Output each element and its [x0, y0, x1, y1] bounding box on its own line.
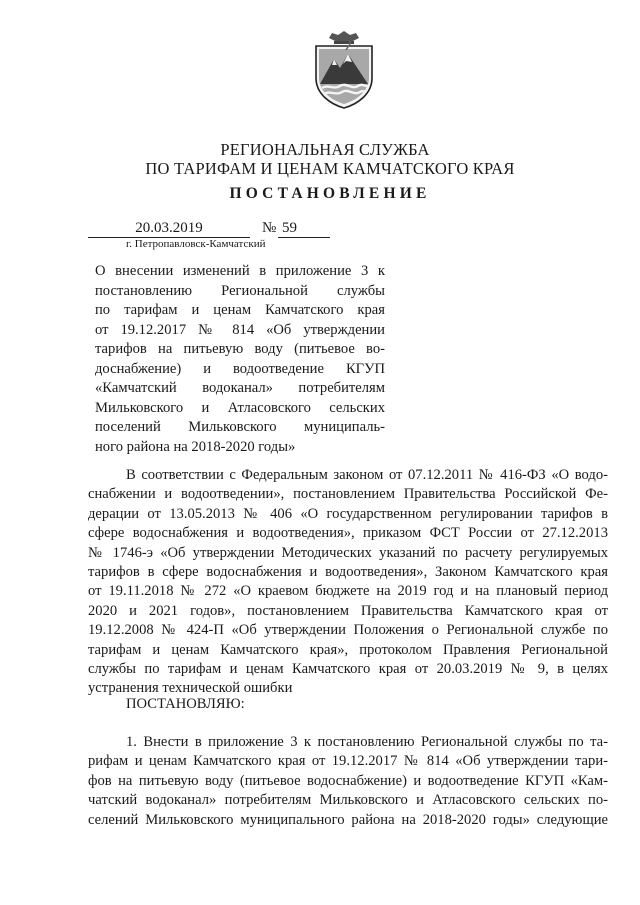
subject-line: Мильковского и Атласовского сельских — [95, 399, 385, 416]
preamble-line: снабжении и водоотведении», постановлением Правительства Российской Фе- — [88, 486, 608, 503]
document-date: 20.03.2019 — [88, 220, 250, 238]
document-number-label: № — [262, 220, 277, 236]
subject-line: по тарифам и ценам Камчатского края — [95, 302, 385, 318]
preamble-line: устранения технической ошибки — [88, 680, 293, 697]
item-1-paragraph — [88, 733, 608, 830]
subject-line: тарифов на питьевую воду (питьевое во- — [95, 341, 385, 357]
preamble-line: службы по тарифам и ценам Камчатского края от 20.03.2019 № 9, в целях — [88, 661, 608, 678]
preamble-line: тарифов в сфере водоснабжения и водоотведения», Законом Камчатского края — [88, 564, 608, 581]
preamble-line: от 19.11.2018 № 272 «О краевом бюджете на 2019 год и на плановый период — [88, 583, 608, 600]
subject-line: ного района на 2018-2020 годы» — [95, 438, 296, 455]
preamble-paragraph — [88, 466, 608, 699]
item-1-line: фов на питьевую воду (питьевое водоснабжение) и водоотведение КГУП «Кам- — [88, 772, 608, 789]
subject-line: доснабжение) и водоотведение КГУП — [95, 360, 385, 377]
subject-line: от 19.12.2017 № 814 «Об утверждении — [95, 321, 385, 338]
preamble-line: 2020 и 2021 годов», постановлением Правительства Камчатского края от — [88, 602, 608, 619]
preamble-line: 19.12.2008 № 424-П «Об утверждении Положения о Региональной службе по — [88, 622, 608, 639]
document-number: 59 — [278, 220, 330, 238]
preamble-line: сфере водоснабжения и водоотведения», приказом ФСТ России от 27.12.2013 — [88, 525, 608, 542]
item-1-line: селений Мильковского муниципального района на 2018-2020 годы» следующие — [88, 811, 608, 828]
subject-line: О внесении изменений в приложение 3 к — [95, 263, 385, 279]
kamchatka-coat-of-arms-icon — [310, 28, 378, 110]
preamble-line: № 1746-э «Об утверждении Методических указаний по расчету регулируемых — [88, 544, 608, 561]
item-1-line: чатский водоканал» потребителям Мильковского и Атласовского сельских по- — [88, 792, 608, 809]
subject-line: поселений Мильковского муниципаль- — [95, 419, 385, 435]
item-1-line: 1. Внести в приложение 3 к постановлению Региональной службы по та- — [126, 734, 608, 750]
subject-line: «Камчатский водоканал» потребителям — [95, 380, 385, 396]
preamble-line: дерации от 13.05.2013 № 406 «О государственном регулировании тарифов в — [88, 505, 608, 522]
agency-name-line2: ПО ТАРИФАМ И ЦЕНАМ КАМЧАТСКОГО КРАЯ — [145, 159, 515, 178]
subject-line: постановлению Региональной службы — [95, 282, 385, 299]
document-type-title: ПОСТАНОВЛЕНИЕ — [229, 185, 431, 202]
decree-heading: ПОСТАНОВЛЯЮ: — [126, 696, 245, 712]
document-city: г. Петропавловск-Камчатский — [126, 238, 266, 250]
preamble-line: В соответствии с Федеральным законом от 07.12.2011 № 416-ФЗ «О водо- — [126, 467, 608, 483]
document-subject — [95, 262, 385, 457]
preamble-line: тарифам и ценам Камчатского края», протоколом Правления Региональной — [88, 641, 608, 658]
agency-name-line1: РЕГИОНАЛЬНАЯ СЛУЖБА — [220, 140, 430, 159]
item-1-line: рифам и ценам Камчатского края от 19.12.2017 № 814 «Об утверждении тари- — [88, 753, 608, 770]
